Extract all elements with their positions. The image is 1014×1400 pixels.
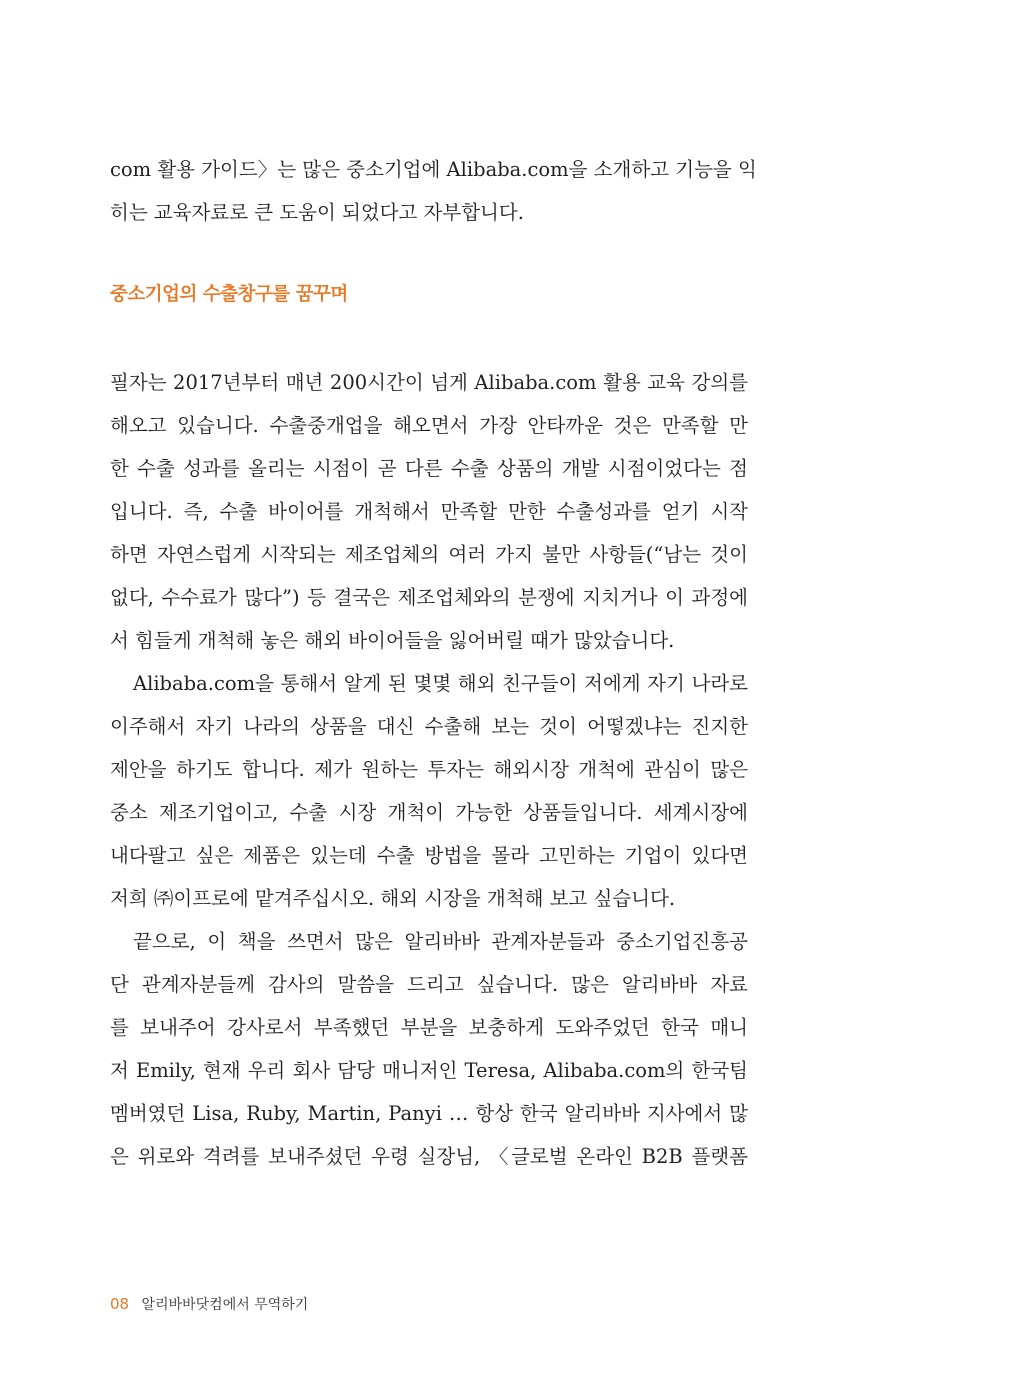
paragraph-line: 제안을 하기도 합니다. 제가 원하는 투자는 해외시장 개척에 관심이 많은 [110,758,748,781]
paragraph-line: Alibaba.com을 통해서 알게 된 몇몇 해외 친구들이 저에게 자기 나라로 [133,672,748,695]
paragraph-line: 중소 제조기업이고, 수출 시장 개척이 가능한 상품들입니다. 세계시장에 [110,801,748,824]
running-title: 알리바바닷컴에서 무역하기 [141,1297,309,1313]
paragraph-line: 없다, 수수료가 많다”) 등 결국은 제조업체와의 분쟁에 지치거나 이 과정에 [110,586,748,609]
paragraph-line: 입니다. 즉, 수출 바이어를 개척해서 만족할 만한 수출성과를 얻기 시작 [110,500,748,523]
paragraph-line: 서 힘들게 개척해 놓은 해외 바이어들을 잃어버릴 때가 많았습니다. [110,629,675,652]
paragraph-line: 필자는 2017년부터 매년 200시간이 넘게 Alibaba.com 활용 교육 강의를 [110,371,748,394]
page-number: 08 [110,1295,130,1313]
paragraph-line: 저 Emily, 현재 우리 회사 담당 매니저인 Teresa, Alibaba.com의 한국팀 [110,1059,748,1082]
paragraph-line: 를 보내주어 강사로서 부족했던 부분을 보충하게 도와주었던 한국 매니 [110,1016,748,1039]
paragraph-line: 내다팔고 싶은 제품은 있는데 수출 방법을 몰라 고민하는 기업이 있다면 [110,844,748,867]
section-heading: 중소기업의 수출창구를 꿈꾸며 [110,284,348,305]
paragraph-line: 한 수출 성과를 올리는 시점이 곧 다른 수출 상품의 개발 시점이었다는 점 [110,457,748,480]
paragraph-line: 끝으로, 이 책을 쓰면서 많은 알리바바 관계자분들과 중소기업진흥공 [133,930,748,953]
paragraph-line: 은 위로와 격려를 보내주셨던 우령 실장님, 〈글로벌 온라인 B2B 플랫폼 [110,1145,748,1168]
paragraph-line: 멤버였던 Lisa, Ruby, Martin, Panyi … 항상 한국 알리바바 지사에서 많 [110,1102,748,1125]
paragraph-line: 저희 ㈜이프로에 맡겨주십시오. 해외 시장을 개척해 보고 싶습니다. [110,887,676,910]
intro-line: 히는 교육자료로 큰 도움이 되었다고 자부합니다. [110,201,524,224]
paragraph-line: 단 관계자분들께 감사의 말씀을 드리고 싶습니다. 많은 알리바바 자료 [110,973,748,996]
paragraph-line: 해오고 있습니다. 수출중개업을 해오면서 가장 안타까운 것은 만족할 만 [110,414,748,437]
paragraph-line: 이주해서 자기 나라의 상품을 대신 수출해 보는 것이 어떻겠냐는 진지한 [110,715,748,738]
page-footer [110,1294,308,1315]
intro-line: com 활용 가이드〉는 많은 중소기업에 Alibaba.com을 소개하고 기능을 익 [110,158,757,181]
paragraph-line: 하면 자연스럽게 시작되는 제조업체의 여러 가지 불만 사항들(“남는 것이 [110,543,748,566]
